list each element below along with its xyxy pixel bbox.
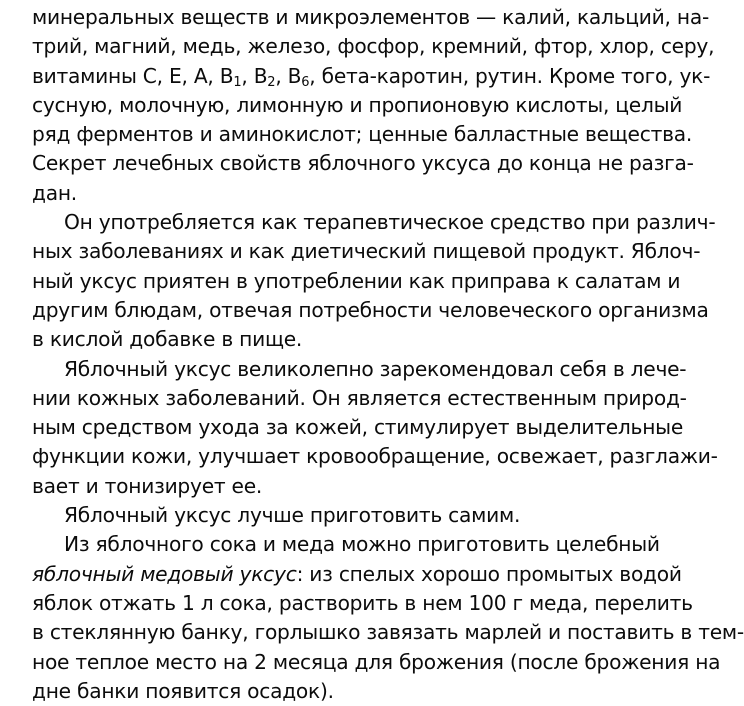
text-line: яблок отжать 1 л сока, растворить в нем 100 г меда, перелить [32,590,693,615]
recipe-intro: : из спелых хорошо промытых водой [296,561,682,586]
vitamins-separator: , В [241,63,268,88]
text-line: ных заболеваниях и как диетический пищевой продукт. Яблоч- [32,239,701,264]
text-line: Яблочный уксус лучше приготовить самим. [64,503,521,528]
vitamin-b-subscript: 1 [233,74,242,90]
text-line: ряд ферментов и аминокислот; ценные балластные вещества. [32,122,693,147]
text-line: другим блюдам, отвечая потребности человеческого организма [32,297,709,322]
text-line: минеральных веществ и микроэлементов — калий, кальций, на- [32,5,709,29]
text-line: в стеклянную банку, горлышко завязать марлей и поставить в тем- [32,620,744,645]
text-line: сусную, молочную, лимонную и пропионовую кислоты, целый [32,92,683,117]
text-line: трий, магний, медь, железо, фосфор, кремний, фтор, хлор, серу, [32,34,715,59]
vitamins-suffix: , бета-каротин, рутин. Кроме того, ук- [309,63,711,88]
recipe-name-italic: яблочный медовый уксус [32,561,297,586]
text-line: в кислой добавке в пище. [32,327,303,352]
text-line: функции кожи, улучшает кровообращение, освежает, разглажи- [32,444,718,469]
text-line: Он употребляется как терапевтическое средство при различ- [64,210,716,235]
body-text [32,3,744,706]
text-line: Яблочный уксус великолепно зарекомендовал себя в лече- [64,356,687,381]
text-line: Из яблочного сока и меда можно приготовить целебный [64,532,660,557]
text-line-vitamins [32,62,711,91]
text-line: Секрет лечебных свойств яблочного уксуса до конца не разга- [32,151,694,176]
text-line: ное теплое место на 2 месяца для брожения (после брожения на [32,649,721,674]
text-line: нии кожных заболеваний. Он является естественным природ- [32,385,687,410]
vitamins-prefix: витамины С, Е, А, В [32,63,234,88]
text-line: вает и тонизирует ее. [32,473,263,498]
paragraph-skin-treatment [32,355,718,501]
paragraph-minerals [32,3,715,208]
vitamin-b-subscript: 6 [301,74,310,90]
paragraph-honey-vinegar-recipe [32,530,744,706]
paragraph-therapeutic-use [32,208,716,354]
vitamins-separator: , В [275,63,302,88]
text-line-recipe-name [32,560,682,589]
vitamin-b-subscript: 2 [267,74,276,90]
text-line: дне банки появится осадок). [32,678,334,703]
text-line: ный уксус приятен в употреблении как приправа к салатам и [32,268,681,293]
text-line: дан. [32,180,77,205]
paragraph-make-yourself [32,501,644,530]
text-line: ным средством ухода за кожей, стимулирует выделительные [32,415,684,440]
